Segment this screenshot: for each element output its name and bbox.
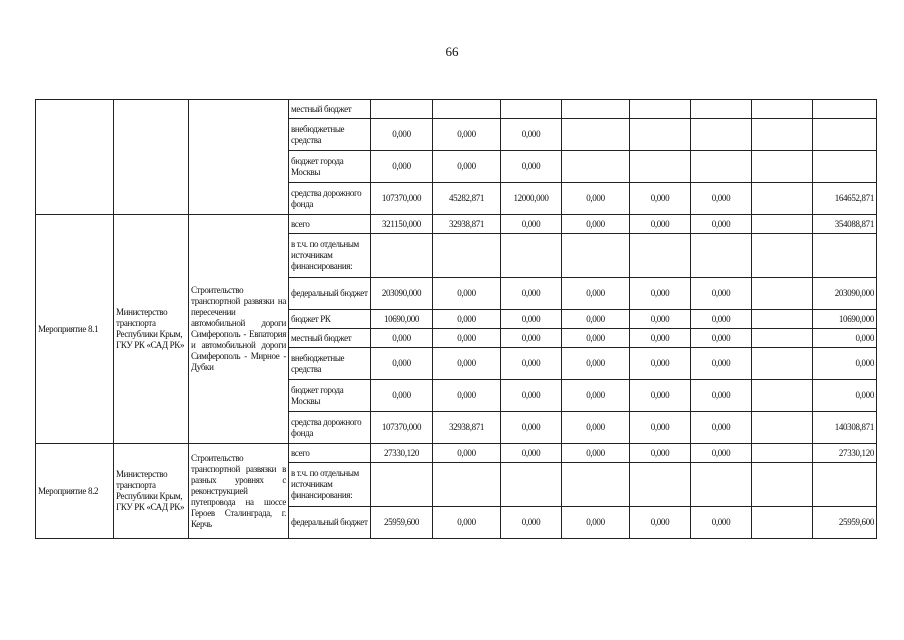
executor-cell: Министерство транспорта Республики Крым, ГКУ РК «САД РК» — [114, 444, 189, 539]
amount-cell: 0,000 — [630, 278, 691, 310]
amount-cell: 0,000 — [691, 348, 752, 380]
amount-cell: 107370,000 — [371, 412, 433, 444]
amount-cell — [562, 234, 630, 278]
amount-cell — [562, 119, 630, 151]
page-number: 66 — [445, 44, 459, 59]
amount-cell — [752, 412, 813, 444]
amount-cell: 0,000 — [691, 329, 752, 348]
amount-cell: 140308,871 — [813, 412, 877, 444]
amount-cell — [752, 183, 813, 215]
amount-cell: 0,000 — [630, 444, 691, 463]
amount-cell — [433, 100, 501, 119]
amount-cell — [752, 380, 813, 412]
amount-cell: 203090,000 — [813, 278, 877, 310]
budget-table — [35, 99, 877, 539]
funding-source-cell: внебюджетные средства — [289, 348, 371, 380]
funding-source-cell: федеральный бюджет — [289, 507, 371, 539]
amount-cell — [691, 463, 752, 507]
amount-cell — [752, 215, 813, 234]
amount-cell: 0,000 — [562, 507, 630, 539]
amount-cell: 0,000 — [691, 444, 752, 463]
funding-source-cell: местный бюджет — [289, 100, 371, 119]
amount-cell: 0,000 — [630, 329, 691, 348]
amount-cell: 10690,000 — [371, 310, 433, 329]
measure-name-cell: Мероприятие 8.2 — [36, 444, 114, 539]
funding-source-cell: всего — [289, 444, 371, 463]
amount-cell — [752, 278, 813, 310]
amount-cell — [752, 234, 813, 278]
executor-cell — [114, 100, 189, 215]
amount-cell — [813, 463, 877, 507]
amount-cell: 0,000 — [371, 380, 433, 412]
amount-cell — [752, 444, 813, 463]
amount-cell: 0,000 — [433, 380, 501, 412]
amount-cell: 0,000 — [813, 348, 877, 380]
amount-cell: 0,000 — [501, 329, 562, 348]
executor-cell: Министерство транспорта Республики Крым, ГКУ РК «САД РК» — [114, 215, 189, 444]
amount-cell — [752, 151, 813, 183]
amount-cell — [371, 234, 433, 278]
funding-source-cell: в т.ч. по отдельным источникам финансирования: — [289, 463, 371, 507]
amount-cell — [501, 234, 562, 278]
amount-cell: 0,000 — [691, 412, 752, 444]
description-cell: Строительство транспортной развязки в разных уровнях с реконструкцией путепровода на шоссе Героев Сталинграда, г. Керчь — [189, 444, 289, 539]
funding-source-cell: бюджет РК — [289, 310, 371, 329]
amount-cell: 0,000 — [562, 348, 630, 380]
funding-source-cell: внебюджетные средства — [289, 119, 371, 151]
amount-cell: 0,000 — [501, 348, 562, 380]
amount-cell: 45282,871 — [433, 183, 501, 215]
funding-source-cell: средства дорожного фонда — [289, 183, 371, 215]
amount-cell — [813, 119, 877, 151]
amount-cell: 0,000 — [630, 412, 691, 444]
amount-cell: 0,000 — [371, 119, 433, 151]
funding-source-cell: федеральный бюджет — [289, 278, 371, 310]
amount-cell — [691, 234, 752, 278]
amount-cell: 0,000 — [691, 278, 752, 310]
amount-cell: 27330,120 — [371, 444, 433, 463]
amount-cell — [752, 310, 813, 329]
amount-cell: 12000,000 — [501, 183, 562, 215]
amount-cell — [813, 151, 877, 183]
amount-cell: 0,000 — [562, 444, 630, 463]
amount-cell — [752, 507, 813, 539]
amount-cell: 0,000 — [501, 151, 562, 183]
amount-cell: 0,000 — [433, 507, 501, 539]
measure-name-cell: Мероприятие 8.1 — [36, 215, 114, 444]
amount-cell: 25959,600 — [813, 507, 877, 539]
amount-cell: 0,000 — [691, 380, 752, 412]
amount-cell: 0,000 — [433, 151, 501, 183]
amount-cell: 0,000 — [433, 119, 501, 151]
amount-cell: 0,000 — [501, 444, 562, 463]
amount-cell — [433, 234, 501, 278]
funding-source-cell: в т.ч. по отдельным источникам финансирования: — [289, 234, 371, 278]
amount-cell: 10690,000 — [813, 310, 877, 329]
amount-cell: 0,000 — [630, 310, 691, 329]
amount-cell — [562, 463, 630, 507]
amount-cell: 0,000 — [433, 348, 501, 380]
amount-cell: 25959,600 — [371, 507, 433, 539]
amount-cell — [630, 463, 691, 507]
amount-cell: 203090,000 — [371, 278, 433, 310]
table-row — [36, 100, 877, 119]
amount-cell: 0,000 — [501, 119, 562, 151]
amount-cell: 0,000 — [501, 412, 562, 444]
amount-cell — [630, 234, 691, 278]
funding-source-cell: средства дорожного фонда — [289, 412, 371, 444]
amount-cell — [630, 100, 691, 119]
amount-cell — [752, 100, 813, 119]
amount-cell — [371, 100, 433, 119]
amount-cell: 0,000 — [813, 380, 877, 412]
amount-cell: 0,000 — [562, 183, 630, 215]
measure-name-cell — [36, 100, 114, 215]
amount-cell: 0,000 — [630, 348, 691, 380]
amount-cell: 0,000 — [562, 412, 630, 444]
amount-cell: 321150,000 — [371, 215, 433, 234]
amount-cell: 164652,871 — [813, 183, 877, 215]
amount-cell: 0,000 — [433, 278, 501, 310]
amount-cell — [752, 348, 813, 380]
amount-cell — [433, 463, 501, 507]
amount-cell: 107370,000 — [371, 183, 433, 215]
amount-cell: 0,000 — [630, 380, 691, 412]
amount-cell: 354088,871 — [813, 215, 877, 234]
amount-cell: 0,000 — [691, 310, 752, 329]
amount-cell: 0,000 — [630, 215, 691, 234]
funding-source-cell: бюджет города Москвы — [289, 380, 371, 412]
amount-cell — [562, 100, 630, 119]
amount-cell: 0,000 — [813, 329, 877, 348]
amount-cell: 0,000 — [562, 278, 630, 310]
amount-cell: 0,000 — [371, 329, 433, 348]
amount-cell: 0,000 — [371, 151, 433, 183]
amount-cell — [501, 100, 562, 119]
amount-cell: 0,000 — [501, 310, 562, 329]
amount-cell — [501, 463, 562, 507]
funding-source-cell: местный бюджет — [289, 329, 371, 348]
table-row — [36, 215, 877, 234]
amount-cell: 0,000 — [501, 278, 562, 310]
amount-cell — [562, 151, 630, 183]
amount-cell: 0,000 — [501, 215, 562, 234]
amount-cell: 0,000 — [501, 380, 562, 412]
amount-cell — [630, 119, 691, 151]
amount-cell: 32938,871 — [433, 215, 501, 234]
amount-cell: 0,000 — [562, 329, 630, 348]
amount-cell — [752, 119, 813, 151]
amount-cell: 0,000 — [501, 507, 562, 539]
funding-source-cell: всего — [289, 215, 371, 234]
amount-cell — [630, 151, 691, 183]
amount-cell: 0,000 — [630, 507, 691, 539]
amount-cell — [691, 100, 752, 119]
amount-cell: 0,000 — [691, 183, 752, 215]
amount-cell: 0,000 — [562, 380, 630, 412]
amount-cell: 0,000 — [433, 444, 501, 463]
amount-cell: 0,000 — [562, 310, 630, 329]
amount-cell — [813, 100, 877, 119]
amount-cell: 0,000 — [371, 348, 433, 380]
funding-source-cell: бюджет города Москвы — [289, 151, 371, 183]
amount-cell: 0,000 — [433, 329, 501, 348]
amount-cell: 0,000 — [691, 507, 752, 539]
amount-cell: 0,000 — [562, 215, 630, 234]
description-cell — [189, 100, 289, 215]
table-body — [36, 100, 877, 539]
amount-cell — [752, 329, 813, 348]
table-row — [36, 444, 877, 463]
amount-cell — [371, 463, 433, 507]
amount-cell — [752, 463, 813, 507]
amount-cell: 0,000 — [691, 215, 752, 234]
description-cell: Строительство транспортной развязки на пересечении автомобильной дороги Симферополь - Евпатория и автомобильной дороги Симферополь - Мирное - Дубки — [189, 215, 289, 444]
amount-cell — [691, 151, 752, 183]
amount-cell — [813, 234, 877, 278]
amount-cell: 27330,120 — [813, 444, 877, 463]
amount-cell: 32938,871 — [433, 412, 501, 444]
amount-cell: 0,000 — [630, 183, 691, 215]
amount-cell: 0,000 — [433, 310, 501, 329]
amount-cell — [691, 119, 752, 151]
